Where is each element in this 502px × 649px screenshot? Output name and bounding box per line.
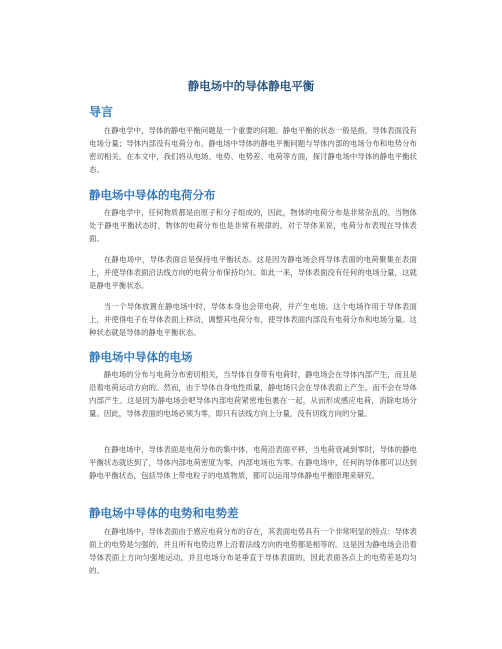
paragraph: 在静电场中，导体表面总是保持电平衡状态。这是因为静电场会将导体表面的电荷聚集在表面上，并使导体表面沿法线方向的电荷分布保持均匀。如此一来，导体表面没有任何的电场分量，这就是静电平衡状态。 [89,255,417,290]
paragraph: 在静电场中，导体表面由于感应电荷分布的存在，其表面电势具有一个非常明显的特点：导体表面上的电势是匀强的，并且所有电势边界上沿着法线方向的电势都是相等的。这是因为静电场会沿着导体表面上方向匀强地运动，并且电场分布是垂直于导体表面的，因此表面各点上的电势差是均匀的。 [89,527,417,575]
section-heading-charge-distribution: 静电场中导体的电荷分布 [89,188,216,202]
paragraph: 在静电场中，导体表面是电荷分布的集中体，电荷沿表面平移，当电荷衰减到零时，导体的静电平衡状态就达到了，导体内部电荷密度为零，内部电场也为零。在静电场中，任何的导体都可以达到静电平衡状态，包括导体上带电粒子的电质物质，都可以运用导体静电平衡原理来研究。 [89,445,417,480]
section-heading-intro: 导言 [89,105,114,119]
section-heading-potential: 静电场中导体的电势和电势差 [89,506,239,520]
paragraph: 在静电学中，任何物质都是由原子和分子组成的，因此，物体的电荷分布是非常杂乱的。当物体处于静电平衡状态时，物体的电荷分布也是非常有规律的。对于导体来说，电荷分布表现在导体表面。 [89,208,417,243]
paragraph: 静电场的分布与电荷分布密切相关，当导体自身带有电荷时，静电场会在导体内部产生，而且是沿着电荷运动方向的。然而，由于导体自身电性质量，静电场只会在导体表面上产生，而不会在导体内部产生。这是因为静电场会吧导体内部电荷紧密地包裹在一起，从而形成感应电荷，消除电场分量。因此，导体表面的电场必须为零，即只有法线方向上分量，没有切线方向的分量。 [89,370,417,418]
paragraph: 当一个导体放置在静电场中时，导体本身也会带电荷，并产生电场。这个电场作用于导体表面上，并使得电子在导体表面上移动，调整其电荷分布，使导体表面内部没有电荷分布和电场分量。这种状态就是导体的静电平衡状态。 [89,302,417,337]
section-heading-electric-field: 静电场中导体的电场 [89,350,193,364]
document-title: 静电场中的导体静电平衡 [187,79,315,93]
paragraph: 在静电学中，导体的静电平衡问题是一个重要的问题。静电平衡的状态一般是指，导体表面没有电场分量；导体内部没有电荷分布。静电场中导体的静电平衡问题与导体内部的电场分布和电势分布密切相关。在本文中，我们将从电场、电势、电势差、电荷等方面，探讨静电场中导体的静电平衡状态。 [89,126,417,174]
